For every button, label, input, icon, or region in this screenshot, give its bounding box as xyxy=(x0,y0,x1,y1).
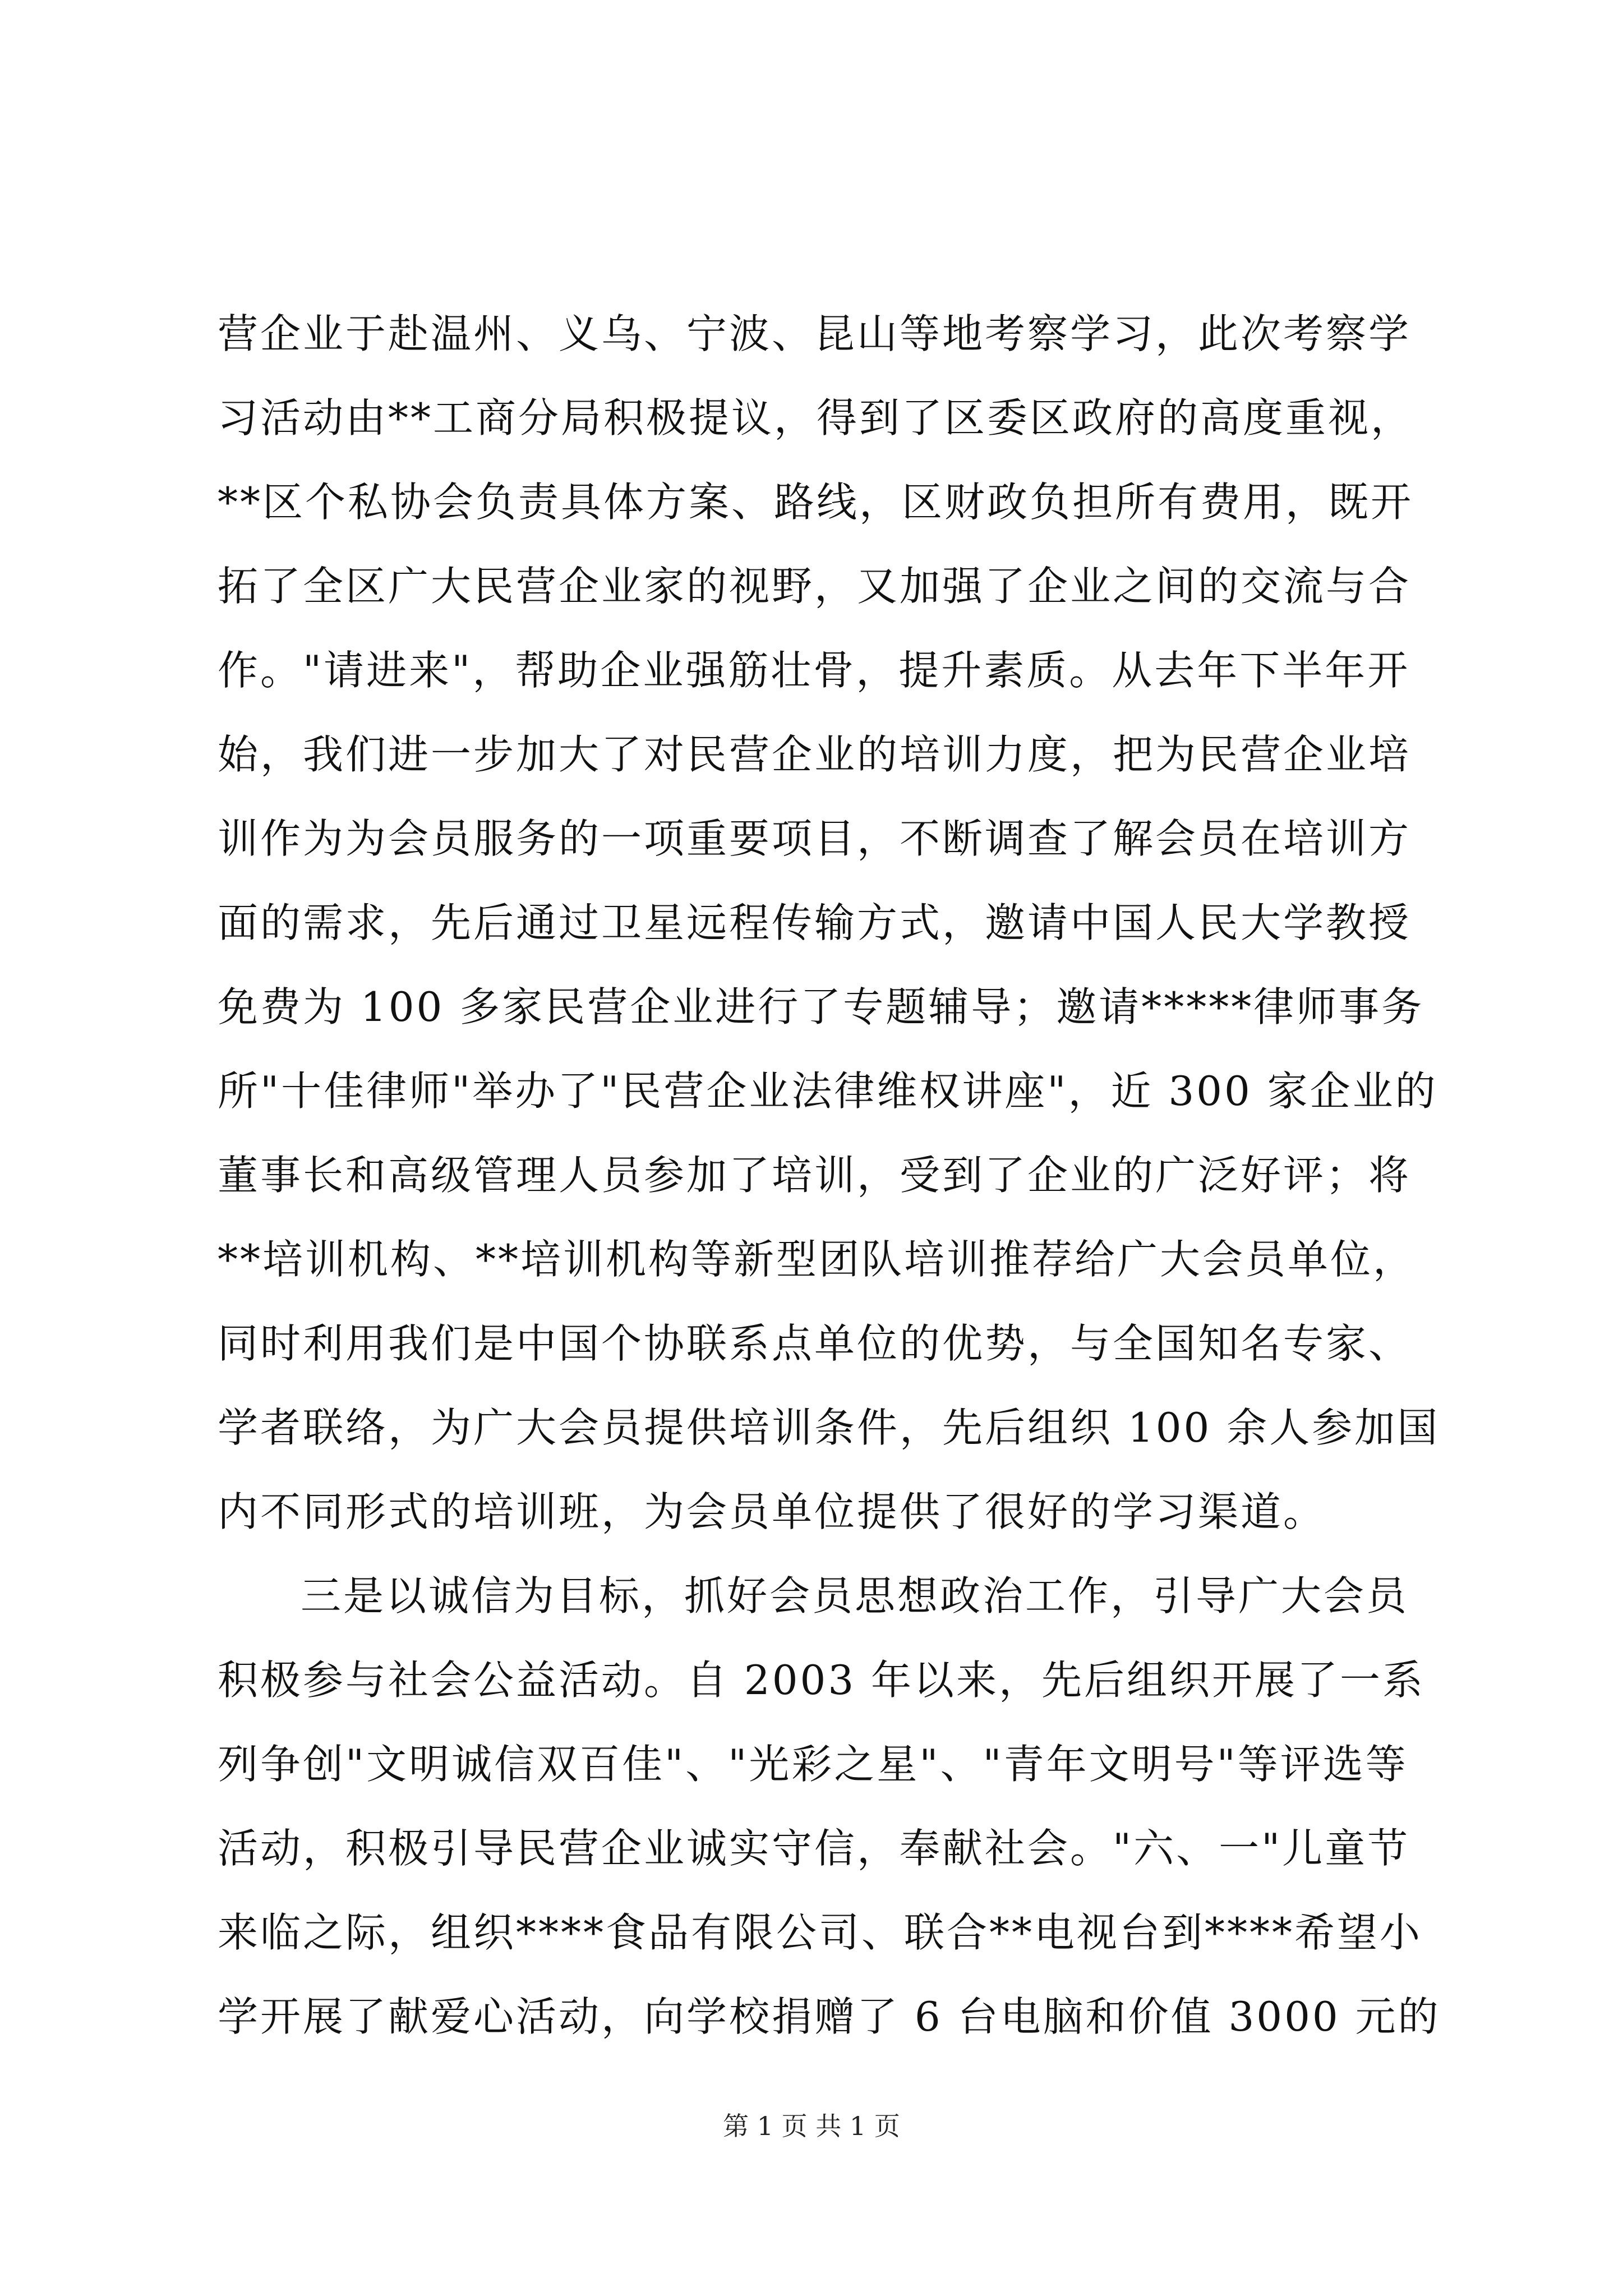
text-line: 训作为为会员服务的一项重要项目，不断调查了解会员在培训方 xyxy=(218,815,1412,862)
text-line: 学者联络，为广大会员提供培训条件，先后组织 100 余人参加国 xyxy=(218,1404,1440,1451)
text-line: **区个私协会负责具体方案、路线，区财政负担所有费用，既开 xyxy=(218,478,1414,526)
page-number-label: 第 1 页 共 1 页 xyxy=(723,2111,900,2141)
text-line: 习活动由**工商分局积极提议，得到了区委区政府的高度重视， xyxy=(218,394,1414,441)
text-line: 营企业于赴温州、义乌、宁波、昆山等地考察学习，此次考察学 xyxy=(218,310,1412,357)
text-line: **培训机构、**培训机构等新型团队培训推荐给广大会员单位， xyxy=(218,1236,1416,1283)
text-line: 来临之际，组织****食品有限公司、联合**电视台到****希望小 xyxy=(218,1909,1423,1956)
text-line: 始，我们进一步加大了对民营企业的培训力度，把为民营企业培 xyxy=(218,731,1412,778)
page-footer xyxy=(0,2109,1623,2143)
text-line: 免费为 100 多家民营企业进行了专题辅导；邀请*****律师事务 xyxy=(218,983,1424,1030)
document-body xyxy=(218,292,1441,2059)
text-line: 拓了全区广大民营企业家的视野，又加强了企业之间的交流与合 xyxy=(218,563,1412,610)
text-line: 活动，积极引导民营企业诚实守信，奉献社会。"六、一"儿童节 xyxy=(218,1825,1410,1872)
text-line: 列争创"文明诚信双百佳"、"光彩之星"、"青年文明号"等评选等 xyxy=(218,1741,1408,1788)
text-line: 同时利用我们是中国个协联系点单位的优势，与全国知名专家、 xyxy=(218,1320,1412,1367)
text-line: 内不同形式的培训班，为会员单位提供了很好的学习渠道。 xyxy=(218,1488,1326,1535)
text-line: 学开展了献爱心活动，向学校捐赠了 6 台电脑和价值 3000 元的 xyxy=(218,1993,1441,2040)
text-line: 积极参与社会公益活动。自 2003 年以来，先后组织开展了一系 xyxy=(218,1657,1426,1704)
text-line: 面的需求，先后通过卫星远程传输方式，邀请中国人民大学教授 xyxy=(218,899,1412,946)
text-line: 作。"请进来"，帮助企业强筋壮骨，提升素质。从去年下半年开 xyxy=(218,647,1410,694)
paragraph-start-line: 三是以诚信为目标，抓好会员思想政治工作，引导广大会员 xyxy=(301,1572,1409,1619)
text-line: 董事长和高级管理人员参加了培训，受到了企业的广泛好评；将 xyxy=(218,1152,1412,1199)
text-line: 所"十佳律师"举办了"民营企业法律维权讲座"，近 300 家企业的 xyxy=(218,1068,1438,1115)
